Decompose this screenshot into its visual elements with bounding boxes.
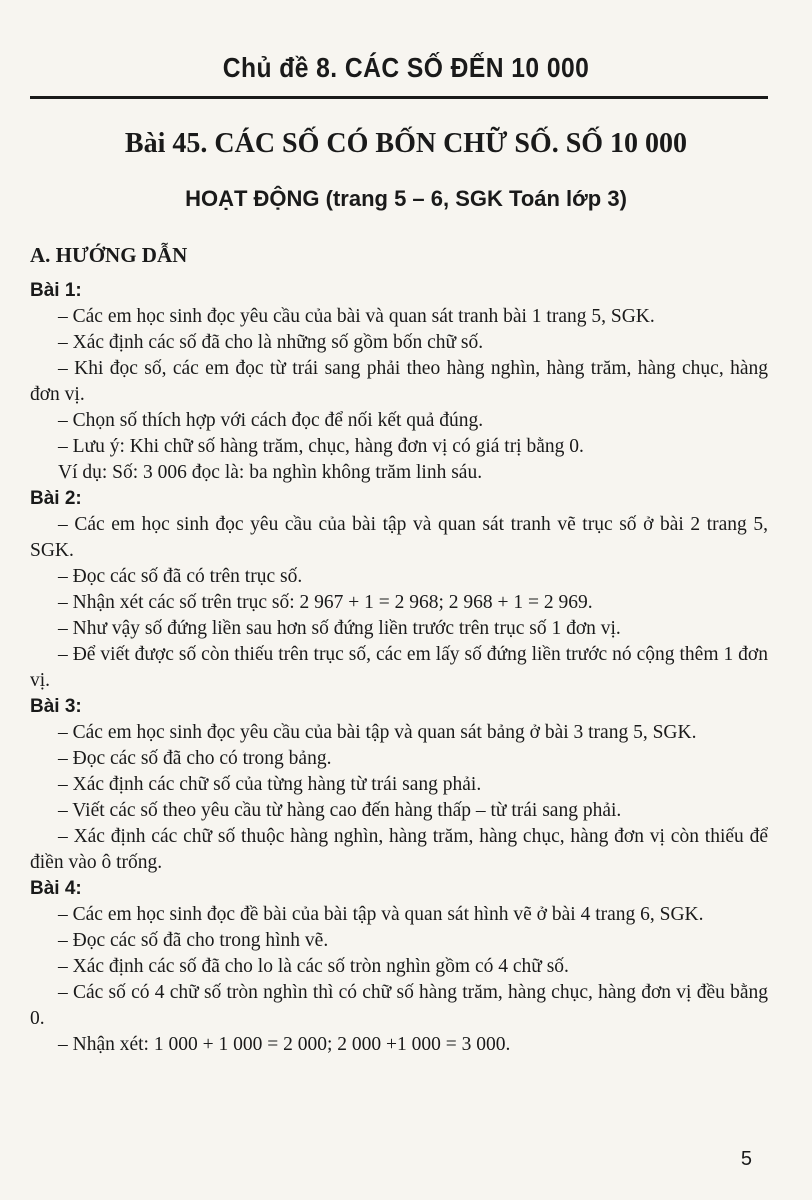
exercise-2-line: – Để viết được số còn thiếu trên trục số, các em lấy số đứng liền trước nó cộng thêm 1 đơn vị. [30, 644, 768, 691]
exercise-4-line: – Các số có 4 chữ số tròn nghìn thì có chữ số hàng trăm, hàng chục, hàng đơn vị đều bằng 0. [30, 982, 768, 1029]
exercise-3-line: – Viết các số theo yêu cầu từ hàng cao đến hàng thấp – từ trái sang phải. [58, 800, 622, 821]
exercise-4-line: – Nhận xét: 1 000 + 1 000 = 2 000; 2 000 +1 000 = 3 000. [58, 1034, 511, 1055]
exercise-2-line: – Đọc các số đã có trên trục số. [58, 566, 303, 587]
lesson-title: Bài 45. CÁC SỐ CÓ BỐN CHỮ SỐ. SỐ 10 000 [124, 128, 688, 159]
exercise-3-line: – Xác định các chữ số của từng hàng từ trái sang phải. [58, 774, 482, 795]
exercise-1-line: – Xác định các số đã cho là những số gồm bốn chữ số. [58, 332, 484, 353]
exercise-3-line: – Các em học sinh đọc yêu cầu của bài tập và quan sát bảng ở bài 3 trang 5, SGK. [58, 722, 697, 743]
exercise-4-title: Bài 4: [30, 878, 82, 899]
exercise-content [30, 278, 768, 1058]
chapter-underline [30, 96, 768, 99]
exercise-3-line: – Xác định các chữ số thuộc hàng nghìn, hàng trăm, hàng chục, hàng đơn vị còn thiếu để điền vào ô trống. [30, 826, 768, 873]
exercise-2-line: – Các em học sinh đọc yêu cầu của bài tập và quan sát tranh vẽ trục số ở bài 2 trang 5, SGK. [30, 514, 768, 561]
exercise-1-line: – Lưu ý: Khi chữ số hàng trăm, chục, hàng đơn vị có giá trị bằng 0. [58, 436, 584, 457]
activity-title: HOẠT ĐỘNG (trang 5 – 6, SGK Toán lớp 3) [185, 186, 627, 211]
exercise-1-line: – Chọn số thích hợp với cách đọc để nối kết quả đúng. [58, 410, 484, 431]
exercise-1-line: – Khi đọc số, các em đọc từ trái sang phải theo hàng nghìn, hàng trăm, hàng chục, hàng đơn vị. [30, 358, 768, 405]
exercise-2-line: – Như vậy số đứng liền sau hơn số đứng liền trước trên trục số 1 đơn vị. [58, 618, 621, 639]
exercise-2-title: Bài 2: [30, 488, 82, 509]
page-number: 5 [740, 1148, 752, 1170]
exercise-4-line: – Xác định các số đã cho lo là các số tròn nghìn gồm có 4 chữ số. [58, 956, 569, 977]
exercise-3-line: – Đọc các số đã cho có trong bảng. [58, 748, 332, 769]
exercise-3-title: Bài 3: [30, 696, 82, 717]
section-heading: A. HƯỚNG DẪN [30, 243, 188, 267]
chapter-title: Chủ đề 8. CÁC SỐ ĐẾN 10 000 [222, 52, 590, 83]
exercise-1-example: Ví dụ: Số: 3 006 đọc là: ba nghìn không trăm linh sáu. [58, 462, 483, 483]
exercise-4-line: – Đọc các số đã cho trong hình vẽ. [58, 930, 329, 951]
exercise-1-title: Bài 1: [30, 280, 82, 301]
exercise-2-line: – Nhận xét các số trên trục số: 2 967 + 1 = 2 968; 2 968 + 1 = 2 969. [58, 592, 593, 613]
exercise-1-line: – Các em học sinh đọc yêu cầu của bài và quan sát tranh bài 1 trang 5, SGK. [58, 306, 655, 327]
exercise-4-line: – Các em học sinh đọc đề bài của bài tập và quan sát hình vẽ ở bài 4 trang 6, SGK. [58, 904, 704, 925]
